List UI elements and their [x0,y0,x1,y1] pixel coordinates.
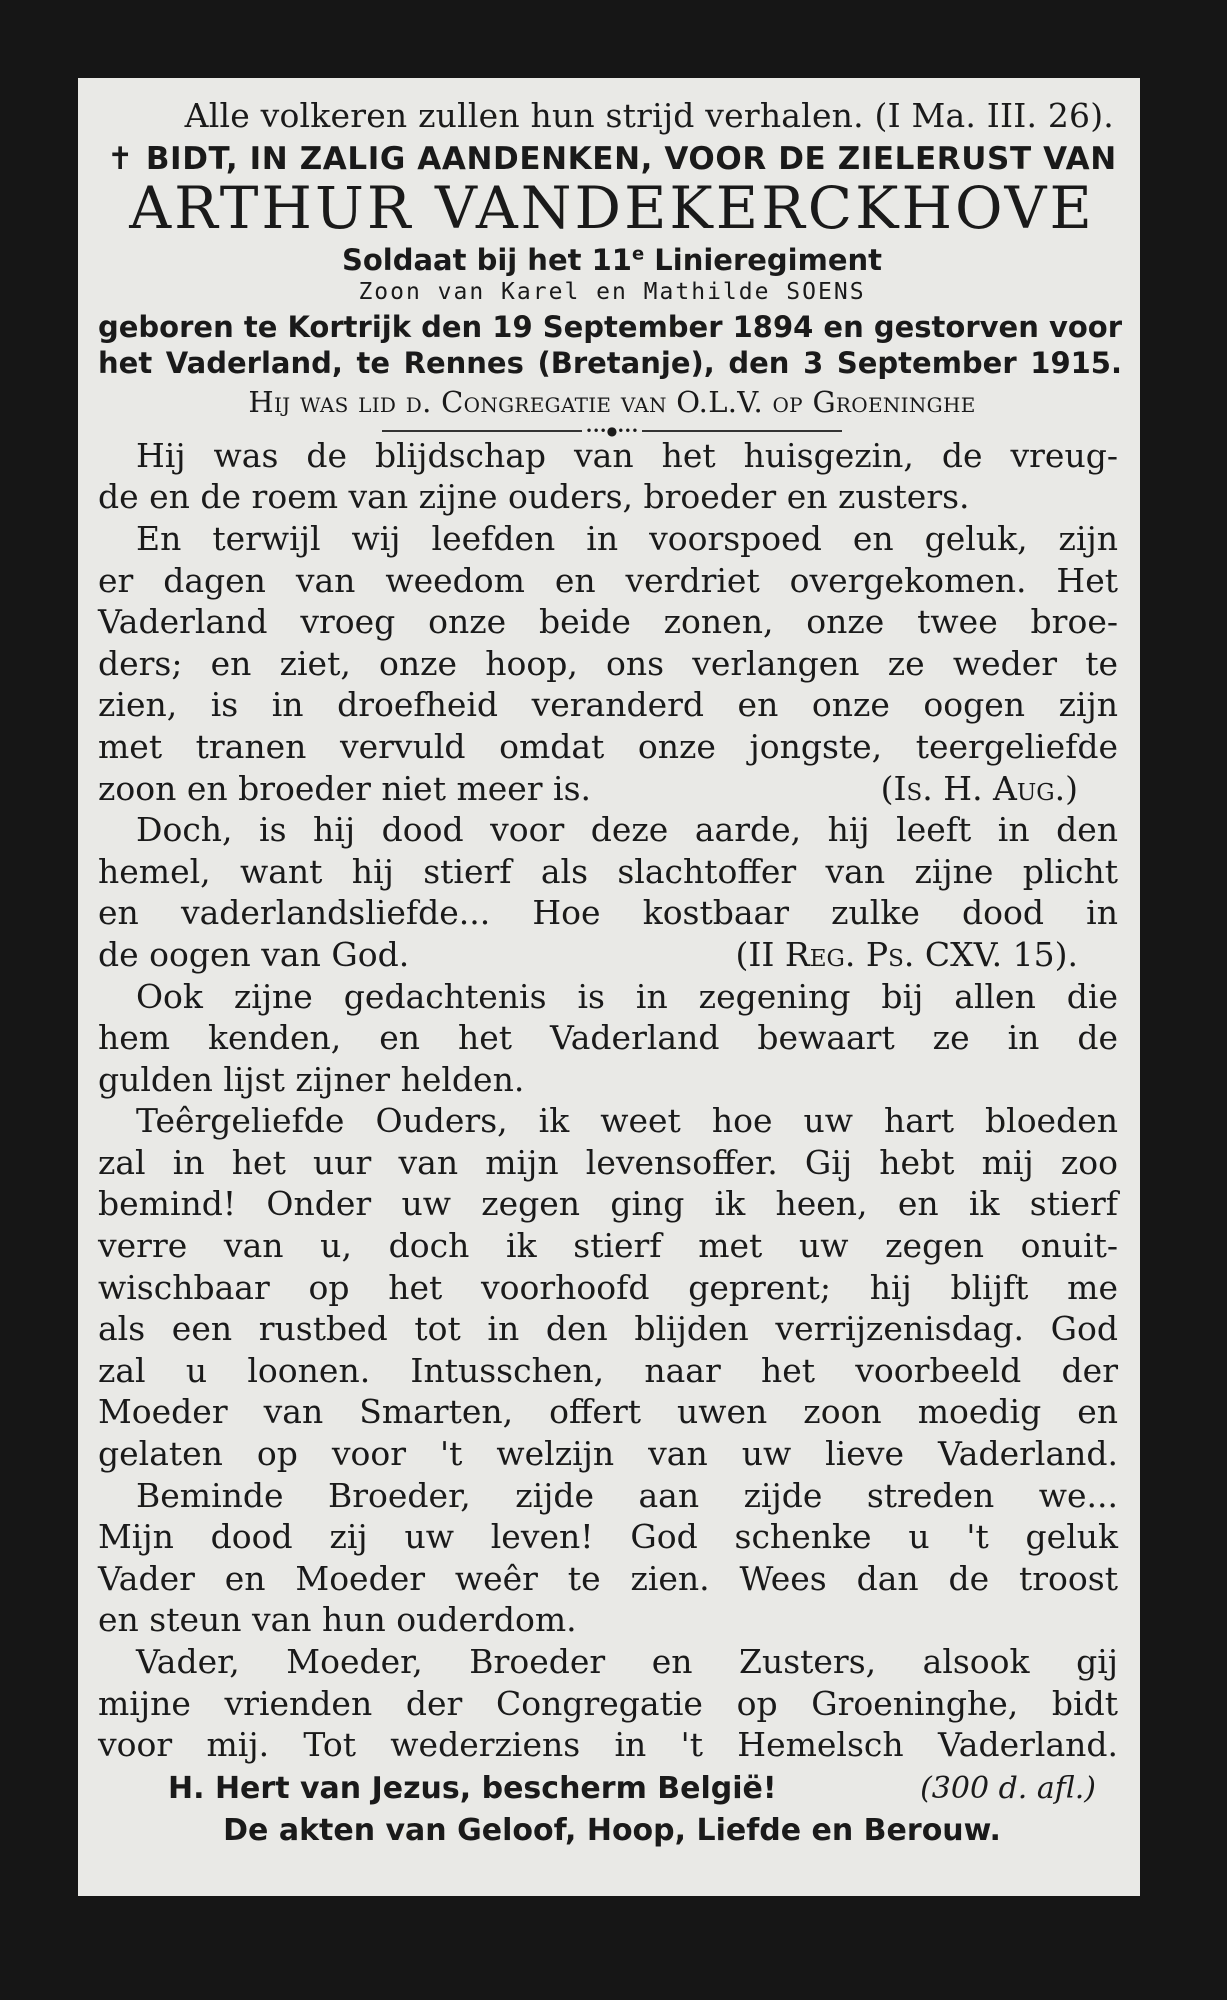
text-line: met tranen vervuld omdat onze jongste, teergeliefde [98,726,1118,766]
indulgence: (300 d. afl.) [920,1770,1096,1806]
text-line: Doch, is hij dood voor deze aarde, hij leeft in den [136,810,1118,850]
congregation-line: Hij was lid d. Congregatie van O.L.V. op Groeninghe [248,384,976,419]
memorial-card [78,78,1140,1896]
text-line: Vader en Moeder weêr te zien. Wees dan de troost [98,1558,1118,1598]
text-line: en vaderlandsliefde... Hoe kostbaar zulke dood in [98,893,1118,933]
scripture-reference: (Is. H. Aug.) [880,768,1078,808]
text-line: er dagen van weedom en verdriet overgekomen. Het [98,560,1118,600]
text-line-part: de oogen van God. [98,934,410,974]
text-line: hem kenden, en het Vaderland bewaart ze in de [98,1018,1118,1058]
text-line: Mijn dood zij uw leven! God schenke u 't geluk [98,1517,1118,1557]
text-line: Hij was de blijdschap van het huisgezin, de vreug- [136,435,1118,475]
text-line [98,768,1118,810]
text-line: de en de roem van zijne ouders, broeder en zusters. [98,477,970,517]
closing-prayers [98,1768,1126,1852]
scripture-reference: (II Reg. Ps. CXV. 15). [735,934,1078,974]
text-line: gulden lijst zijner helden. [98,1059,525,1099]
text-line: Teêrgeliefde Ouders, ik weet hoe uw hart bloeden [136,1101,1118,1141]
rank-suffix: Linieregiment [654,242,883,277]
text-line: Vaderland vroeg onze beide zonen, onze twee broe- [98,602,1118,642]
text-line: Moeder van Smarten, offert uwen zoon moedig en [98,1392,1118,1432]
text-line: mijne vrienden der Congregatie op Groeninghe, bidt [98,1683,1118,1723]
prayer-heading [98,141,1126,177]
memorial-text [98,435,1118,1766]
epigraph: Alle volkeren zullen hun strijd verhalen. (I Ma. III. 26). [184,96,1114,135]
birth-death-line-2: het Vaderland, te Rennes (Bretanje), den 3 September 1915. [98,345,1122,380]
text-line: en steun van hun ouderdom. [98,1600,577,1640]
text-line: Beminde Broeder, zijde aan zijde streden we... [136,1475,1118,1515]
text-line [98,934,1118,976]
text-line: als een rustbed tot in den blijden verrijzenisdag. God [98,1309,1118,1349]
invocation: H. Hert van Jezus, bescherm België! [168,1770,777,1806]
text-line: hemel, want hij stierf als slachtoffer van zijne plicht [98,851,1118,891]
rank-superscript: e [631,243,645,265]
text-line: bemind! Onder uw zegen ging ik heen, en ik stierf [98,1184,1118,1224]
military-rank [98,243,1126,277]
acts-line: De akten van Geloof, Hoop, Liefde en Berouw. [223,1812,1001,1848]
invocation-row [98,1768,1126,1810]
text-line: voor mij. Tot wederziens in 't Hemelsch Vaderland. [98,1725,1118,1765]
text-line-part: zoon en broeder niet meer is. [98,768,592,808]
text-line: ders; en ziet, onze hoop, ons verlangen ze weder te [98,643,1118,683]
ornament-divider: •••●••• [98,421,1126,433]
text-line: zien, is in droefheid veranderd en onze oogen zijn [98,685,1118,725]
text-line: zal in het uur van mijn levensoffer. Gij hebt mij zoo [98,1142,1118,1182]
text-line: wischbaar op het voorhoofd geprent; hij blijft me [98,1267,1118,1307]
text-line: gelaten op voor 't welzijn van uw lieve Vaderland. [98,1434,1118,1474]
text-line: verre van u, doch ik stierf met uw zegen onuit- [98,1226,1118,1266]
text-line: En terwijl wij leefden in voorspoed en geluk, zijn [136,518,1118,558]
prayer-heading-text: BIDT, IN ZALIG AANDENKEN, VOOR DE ZIELERUST VAN [145,141,1117,177]
text-line: Ook zijne gedachtenis is in zegening bij allen die [136,976,1118,1016]
deceased-name: ARTHUR VANDEKERCKHOVE [129,174,1095,242]
birth-death-line-1: geboren te Kortrijk den 19 September 1894 en gestorven voor [98,309,1122,344]
cross-icon: ✝ [107,141,134,177]
text-line: zal u loonen. Intusschen, naar het voorbeeld der [98,1350,1118,1390]
rank-prefix: Soldaat bij het 11 [341,242,632,277]
parents-line: Zoon van Karel en Mathilde SOENS [358,278,866,305]
text-line: Vader, Moeder, Broeder en Zusters, alsook gij [136,1642,1118,1682]
